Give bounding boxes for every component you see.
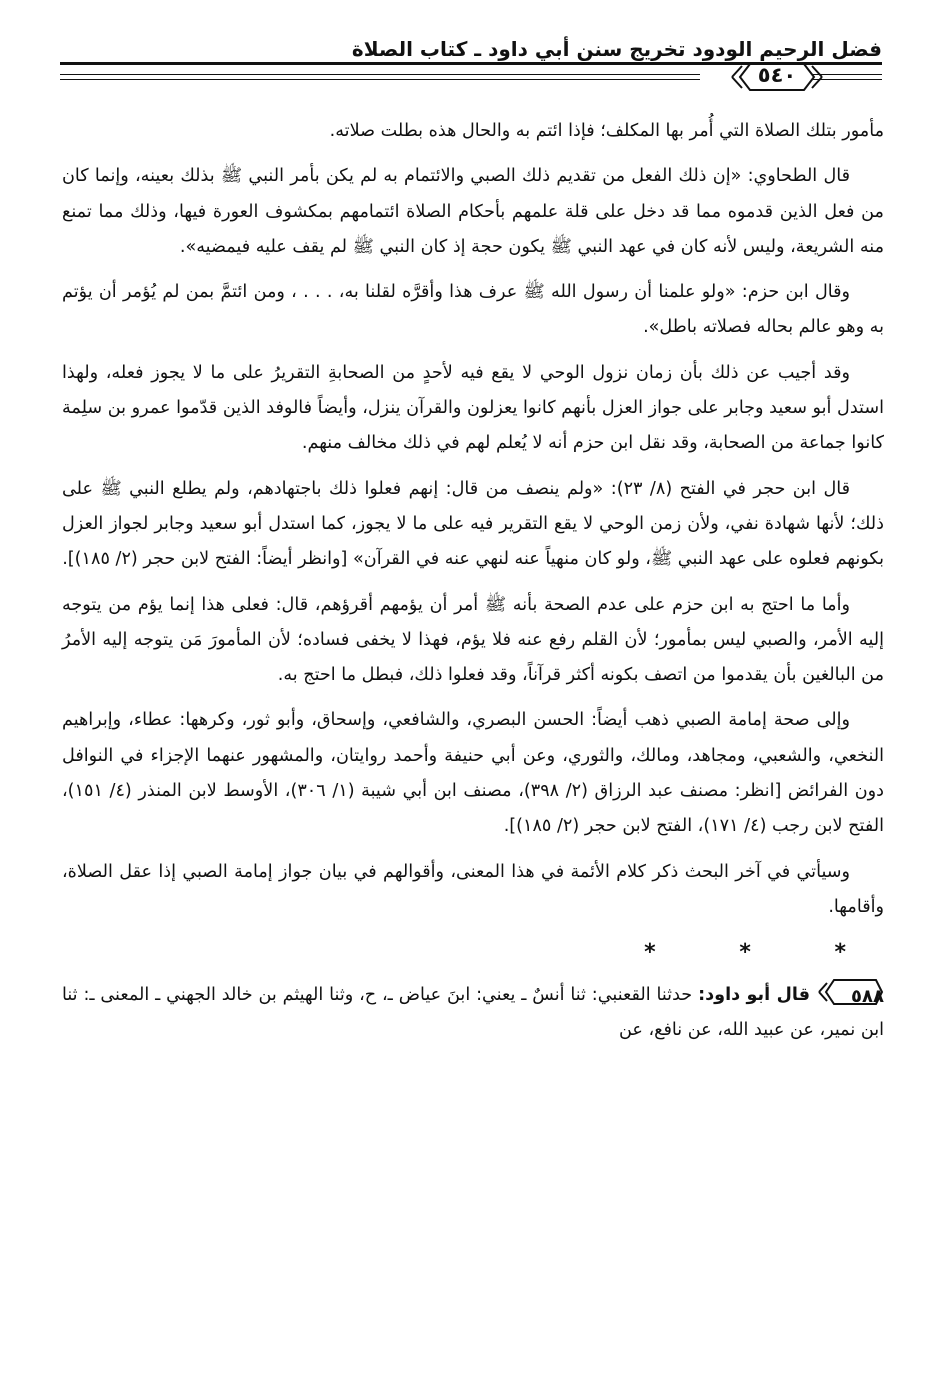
page-number-badge [730,60,824,94]
ornament-line-left [60,74,700,80]
hadith-number: ٥٨٨ [851,985,884,1007]
paragraph [62,159,884,265]
paragraph [62,114,884,149]
paragraph-text: وأما ما احتج به ابن حزم على عدم الصحة بأنه ﷺ أمر أن يؤمهم أقرؤهم، قال: فعلى هذا إنما يؤم من يتوجه إليه الأمر، والصبي ليس بمأمور؛ لأن القلم رفع عنه فلا يؤم، فهذا لا يخفى فساده؛ لأن المأمورَ مَن يتوجه إليه الأمرُ من البالغين بأن يقدموا من اتصف بكونه أكثر قرآناً، وقد فعلوا ذلك، فبطل ما احتج به. [62,594,884,686]
paragraph-text: وقد أجيب عن ذلك بأن زمان نزول الوحي لا يقع فيه لأحدٍ من الصحابةِ التقريرُ على ما لا يجوز فعله، ولهذا استدل أبو سعيد وجابر على جواز العزل بأنهم كانوا يعزلون والقرآن ينزل، وأيضاً فالوفد الذين قدّموا عمرو بن سلِمة كانوا جماعة من الصحابة، وقد نقل ابن حزم أنه لا يُعلم لهم في ذلك مخالف منهم. [62,362,884,454]
page-number: ٥٤٠ [757,63,797,87]
main-text [62,114,884,1058]
hadith-entry [62,977,884,1049]
paragraph [62,855,884,926]
hadith-lead: قال أبو داود: [698,984,810,1005]
running-title: فضل الرحيم الودود تخريج سنن أبي داود ـ كتاب الصلاة [351,37,882,61]
paragraph [62,275,884,346]
hadith-number-badge [818,977,884,1007]
paragraph [62,472,884,578]
paragraph [62,703,884,844]
hadith-paragraph [62,977,884,1049]
paragraph [62,588,884,694]
paragraph-text: وسيأتي في آخر البحث ذكر كلام الأئمة في هذا المعنى، وأقوالهم في بيان جواز إمامة الصبي إذا عقل الصلاة، وأقامها. [62,861,884,917]
paragraph-text: قال ابن حجر في الفتح (٨/ ٢٣): «ولم ينصف من قال: إنهم فعلوا ذلك باجتهادهم، ولم يطلع النبي ﷺ على ذلك؛ لأنها شهادة نفي، ولأن زمن الوحي لا يقع التقرير فيه على ما لا يجوز، كما استدل أبو سعيد وجابر لجواز العزل بكونهم فعلوه على عهد النبي ﷺ، ولو كان منهياً عنه لنهي عنه في القرآن» [وانظر أيضاً: الفتح لابن حجر (٢/ ١٨٥)]. [62,478,884,570]
hadith-text: حدثنا القعنبي: ثنا أنسٌ ـ يعني: ابنَ عياض ـ، ح، وثنا الهيثم بن خالد الجهني ـ المعنى ـ: ثنا ابن نمير، عن عبيد الله، عن نافع، عن [62,984,884,1040]
paragraph [62,356,884,462]
paragraph-text: مأمور بتلك الصلاة التي أُمر بها المكلف؛ فإذا ائتم به والحال هذه بطلت صلاته. [329,121,884,141]
paragraph-text: قال الطحاوي: «إن ذلك الفعل من تقديم ذلك الصبي والائتمام به لم يكن بأمر النبي ﷺ بذلك بعينه، وإنما كان من فعل الذين قدموه مما قد دخل على قلة علمهم بأحكام الصلاة ائتمامهم بمكشوف العورة فيها، وذلك مما تمنع منه الشريعة، وليس لأنه كان في عهد النبي ﷺ يكون حجة إذ كان النبي ﷺ لم يقف عليه فيمضيه». [62,166,884,257]
paragraph-text: وإلى صحة إمامة الصبي ذهب أيضاً: الحسن البصري، والشافعي، وإسحاق، وأبو ثور، وكرهها: عطاء، وإبراهيم النخعي، والشعبي، ومجاهد، ومالك، والثوري، وعن أبي حنيفة وأحمد روايتان، والمشهور عنهما الإجزاء في النوافل دون الفرائض [انظر: مصنف عبد الرزاق (٢/ ٣٩٨)، مصنف ابن أبي شيبة (١/ ٣٠٦)، الأوسط لابن المنذر (٤/ ١٥١)، الفتح لابن رجب (٤/ ١٧١)، الفتح لابن حجر (٢/ ١٨٥)]. [62,710,884,837]
paragraph-text: وقال ابن حزم: «ولو علمنا أن رسول الله ﷺ عرف هذا وأقرَّه لقلنا به، . . . ، ومن ائتمَّ بمن لم يُؤمر أن يؤتم به وهو عالم بحاله فصلاته باطل». [62,282,884,338]
section-separator: * * * [644,940,884,966]
